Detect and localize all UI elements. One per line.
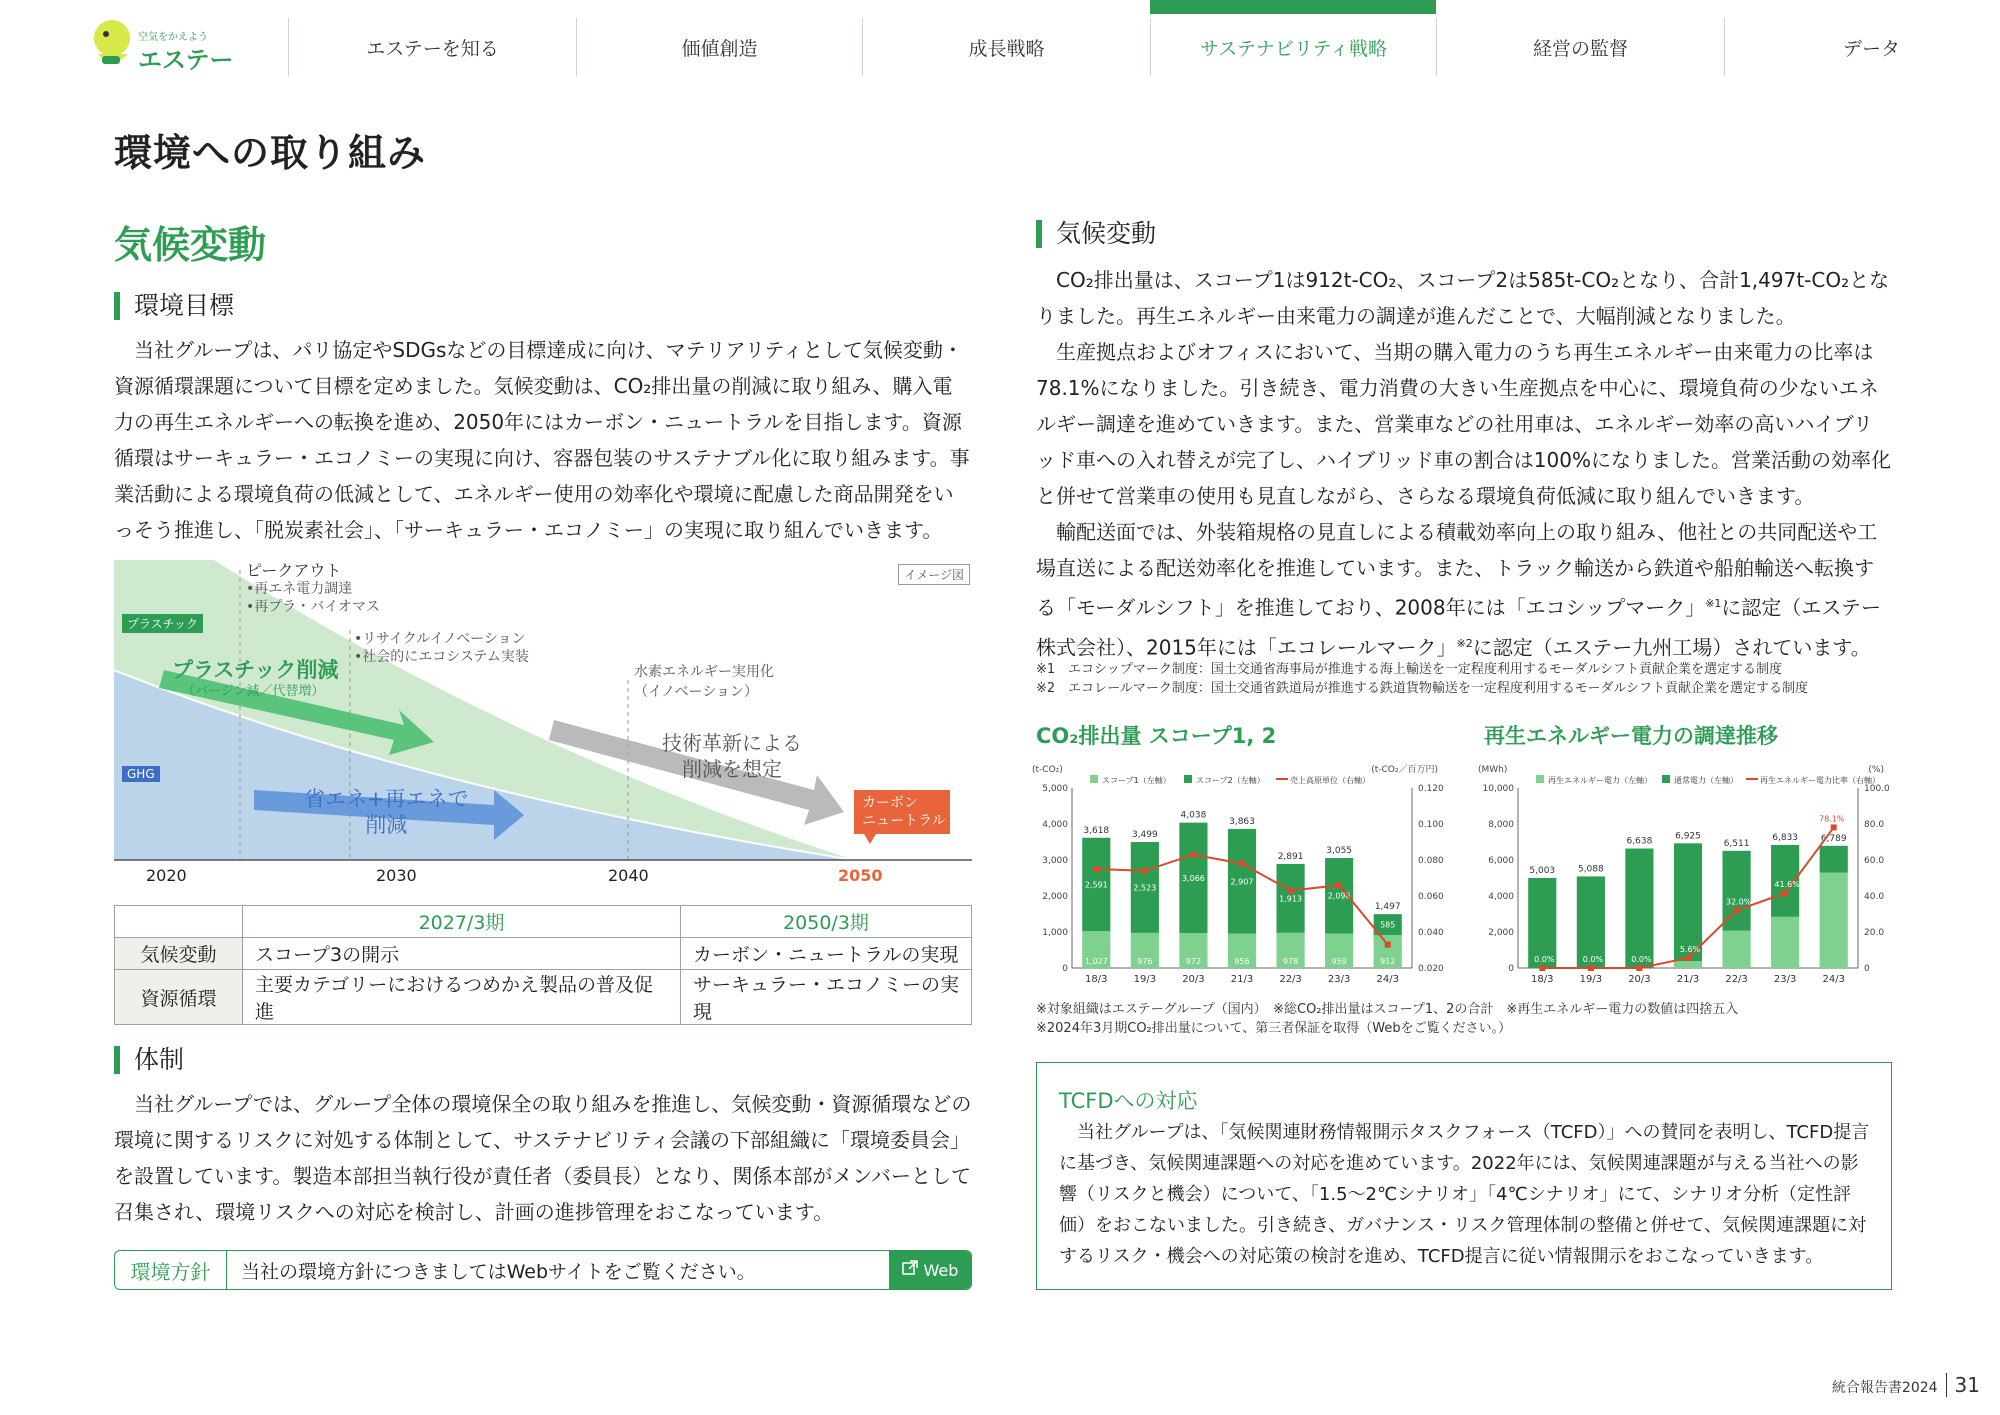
bar-series2 xyxy=(1625,849,1653,968)
legend-swatch xyxy=(1090,775,1098,783)
bar-value-label: 976 xyxy=(1137,957,1153,966)
y-tick-label: 0 xyxy=(1062,964,1068,974)
legend-swatch xyxy=(1662,775,1670,783)
tech-line: 削減を想定 xyxy=(682,757,782,781)
bar-total-label: 3,863 xyxy=(1229,816,1255,827)
ratio-label: 0.0% xyxy=(1534,955,1555,964)
y2-axis-label: (t-CO₂／百万円) xyxy=(1371,765,1438,775)
legend-swatch xyxy=(1184,775,1192,783)
bar-total-label: 6,925 xyxy=(1675,831,1701,842)
x-tick-label: 18/3 xyxy=(1085,974,1108,985)
table-row xyxy=(115,970,972,1025)
ratio-label: 0.0% xyxy=(1631,955,1652,964)
bar-value-label: 956 xyxy=(1234,957,1250,966)
ratio-point xyxy=(1636,965,1642,971)
table-row xyxy=(115,938,972,970)
x-tick-label: 21/3 xyxy=(1676,974,1700,985)
bar-value-label: 972 xyxy=(1185,957,1202,966)
x-tick-label: 23/3 xyxy=(1327,974,1351,985)
page-title: 環境への取り組み xyxy=(114,131,427,175)
legend-label: 再生エネルギー電力比率（右軸） xyxy=(1760,776,1880,785)
y2-tick-label: 80.0 xyxy=(1864,820,1885,830)
active-tab-indicator xyxy=(1150,0,1436,14)
y-tick-label: 3,000 xyxy=(1042,856,1068,866)
goals-table xyxy=(114,905,972,1025)
recycle-items xyxy=(354,630,529,666)
ratio-point xyxy=(1288,888,1294,894)
legend-label: スコープ2（左軸） xyxy=(1196,776,1265,785)
y2-tick-label: 0.020 xyxy=(1418,964,1444,974)
footnote: ※1 エコシップマーク制度：国土交通省海事局が推進する海上輸送を一定程度利用するモーダルシフト貢献企業を選定する制度 xyxy=(1036,662,1783,677)
logo-name: エステー xyxy=(138,46,234,74)
table-header: 2050/3期 xyxy=(681,906,972,938)
ratio-point xyxy=(1588,965,1594,971)
bar-total-label: 6,789 xyxy=(1820,833,1847,844)
ratio-point xyxy=(1239,861,1245,867)
web-link-label: Web xyxy=(923,1260,959,1280)
bar-value-label: 3,066 xyxy=(1181,873,1205,883)
ratio-label: 41.6% xyxy=(1774,880,1800,890)
energy-reduce-label xyxy=(304,786,469,838)
hydrogen-line: （イノベーション） xyxy=(634,684,759,700)
bar-series1 xyxy=(1674,961,1702,968)
y2-tick-label: 0 xyxy=(1864,964,1870,974)
bar-series1 xyxy=(1722,931,1750,968)
climate-p3 xyxy=(1036,514,1892,665)
report-name: 統合報告書2024 xyxy=(1831,1380,1938,1396)
y2-tick-label: 0.120 xyxy=(1418,784,1444,794)
y-tick-label: 10,000 xyxy=(1482,784,1514,794)
legend-swatch xyxy=(1536,775,1544,783)
chart-notes xyxy=(1036,1000,1896,1038)
ratio-point xyxy=(1831,824,1837,830)
legend-label: 売上高原単位（右軸） xyxy=(1290,776,1370,785)
policy-banner xyxy=(114,1250,972,1290)
hydrogen-label xyxy=(634,662,774,702)
nav-item-data[interactable]: データ xyxy=(1724,18,2000,76)
y2-tick-label: 60.0 xyxy=(1864,856,1885,866)
goals-text: 当社グループは、パリ協定やSDGsなどの目標達成に向け、マテリアリティとして気候変動・資源循環課題について目標を定めました。気候変動は、CO₂排出量の削減に取り組み、購入電力の再生エネルギーへの転換を進め、2050年にはカーボン・ニュートラルを目指します。資源循環はサーキュラー・エコノミーの実現に向け、容器包装のサステナブル化に取り組みます。事業活動による環境負荷の低減として、エネルギー使用の効率化や環境に配慮した商品開発をいっそう推進し、「脱炭素社会」、「サーキュラー・エコノミー」の実現に取り組んでいきます。 xyxy=(114,338,970,542)
bar-total-label: 3,055 xyxy=(1326,846,1353,857)
y-tick-label: 2,000 xyxy=(1042,892,1068,902)
plastic-reduce-sub: （バージン減／代替増） xyxy=(182,684,325,699)
x-tick-label: 22/3 xyxy=(1725,974,1748,985)
bar-total-label: 1,497 xyxy=(1374,902,1401,913)
table-cell: 主要カテゴリーにおけるつめかえ製品の普及促進 xyxy=(243,970,681,1025)
ratio-label: 5.6% xyxy=(1679,944,1701,954)
y2-tick-label: 0.060 xyxy=(1418,892,1444,902)
x-tick-label: 20/3 xyxy=(1628,974,1651,985)
ratio-label: 32.0% xyxy=(1725,897,1752,907)
ratio-point xyxy=(1685,955,1691,961)
peak-out-label: ピークアウト xyxy=(246,561,342,580)
nav-item-sustainability[interactable]: サステナビリティ戦略 xyxy=(1150,18,1436,76)
bar-series2 xyxy=(1674,843,1702,961)
x-tick-label: 22/3 xyxy=(1279,974,1302,985)
ratio-point xyxy=(1385,942,1391,948)
renewable-energy-chart xyxy=(1476,758,1906,994)
bar-value-label: 1,913 xyxy=(1279,894,1303,904)
renewable-chart-title: 再生エネルギー電力の調達推移 xyxy=(1484,724,1778,748)
table-cell: 気候変動 xyxy=(115,938,243,970)
ratio-label: 0.0% xyxy=(1582,955,1604,964)
y-axis-label: (MWh) xyxy=(1478,765,1508,775)
policy-label: 環境方針 xyxy=(115,1251,227,1289)
tcfd-box xyxy=(1036,1062,1892,1290)
goals-heading: 環境目標 xyxy=(114,292,234,320)
bar-value-label: 1,027 xyxy=(1084,957,1108,966)
bar-total-label: 6,833 xyxy=(1772,833,1799,844)
bar-series1 xyxy=(1820,873,1848,968)
table-header xyxy=(115,906,243,938)
recycle-item: •リサイクルイノベーション xyxy=(354,631,526,647)
recycle-item: •社会的にエコシステム実装 xyxy=(354,649,529,665)
system-heading: 体制 xyxy=(114,1046,184,1074)
ratio-point xyxy=(1190,852,1196,858)
footnote-ref: ※2 xyxy=(1456,636,1473,650)
x-tick-label: 21/3 xyxy=(1230,974,1254,985)
bar-total-label: 3,618 xyxy=(1083,825,1110,836)
external-link-icon xyxy=(902,1260,918,1280)
legend-label: 再生エネルギー電力（左軸） xyxy=(1548,776,1652,785)
legend-label: スコープ1（左軸） xyxy=(1102,776,1171,785)
p3-text: に認定（エステー九州工場）されています。 xyxy=(1472,635,1871,660)
nav-item-value[interactable]: 価値創造 xyxy=(576,18,862,76)
ratio-point xyxy=(1734,907,1740,913)
legend-label: 通常電力（左軸） xyxy=(1674,776,1738,785)
chart-note: ※2024年3月期CO₂排出量について、第三者保証を取得（Webをご覧ください。） xyxy=(1036,1021,1512,1036)
y2-tick-label: 20.0 xyxy=(1864,928,1885,938)
page-number: 31 xyxy=(1946,1373,1980,1397)
table-cell: カーボン・ニュートラルの実現 xyxy=(681,938,972,970)
footnote: ※2 エコレールマーク制度：国土交通省鉄道局が推進する鉄道貨物輸送を一定程度利用するモーダルシフト貢献企業を選定する制度 xyxy=(1036,681,1809,696)
bar-value-label: 912 xyxy=(1380,957,1396,966)
table-header-row xyxy=(115,906,972,938)
p3-text: に認定（エステー株式会社）、2015年には「エコレールマーク」 xyxy=(1036,595,1882,660)
y-tick-label: 4,000 xyxy=(1488,892,1514,902)
section-title: 気候変動 xyxy=(114,223,267,267)
y-tick-label: 4,000 xyxy=(1042,820,1068,830)
y2-tick-label: 0.040 xyxy=(1418,928,1444,938)
ratio-point xyxy=(1093,866,1099,872)
y2-tick-label: 0.080 xyxy=(1418,856,1444,866)
bar-series1 xyxy=(1771,917,1799,968)
climate-p1: CO₂排出量は、スコープ1は912t-CO₂、スコープ2は585t-CO₂となり、合計1,497t-CO₂となりました。再生エネルギー由来電力の調達が進んだことで、大幅削減となりました。 xyxy=(1036,268,1890,328)
x-tick-label: 23/3 xyxy=(1773,974,1797,985)
tcfd-title: TCFDへの対応 xyxy=(1059,1089,1198,1113)
tcfd-text: 当社グループは、「気候関連財務情報開示タスクフォース（TCFD）」への賛同を表明し、TCFD提言に基づき、気候関連課題への対応を進めています。2022年には、気候関連課題が与える当社への影響（リスクと機会）について、「1.5～2℃シナリオ」「4℃シナリオ」にて、シナリオ分析（定性評価）をおこないました。引き続き、ガバナンス・リスク管理体制の整備と併せて、気候関連課題に対するリスク・機会への対応策の検討を進め、TCFD提言に従い情報開示をおこなっていきます。 xyxy=(1059,1122,1870,1267)
y2-axis-label: (%) xyxy=(1868,765,1884,775)
co2-chart-title: CO₂排出量 スコープ1, 2 xyxy=(1036,724,1277,748)
climate-heading: 気候変動 xyxy=(1036,220,1156,248)
chart-note: ※対象組織はエステーグループ（国内） ※総CO₂排出量はスコープ1、2の合計 ※再生エネルギー電力の数値は四捨五入 xyxy=(1036,1002,1739,1017)
peak-item: •再エネ電力調達 xyxy=(246,581,353,597)
year-2050: 2050 xyxy=(838,866,883,885)
ratio-label: 78.1% xyxy=(1819,814,1845,824)
y-tick-label: 2,000 xyxy=(1488,928,1514,938)
carbon-neutral-line: カーボン xyxy=(862,795,918,811)
p3-text: 輸配送面では、外装箱規格の見直しによる積載効率向上の取り組み、他社との共同配送や工場直送による配送効率化を推進しています。また、トラック輸送から鉄道や船舶輸送へ転換する「モーダルシフト」を推進しており、2008年には「エコシップマーク」 xyxy=(1036,520,1878,620)
bar-value-label: 2,523 xyxy=(1133,883,1157,893)
ghg-tag: GHG xyxy=(122,766,160,782)
y2-tick-label: 40.0 xyxy=(1864,892,1885,902)
energy-reduce-line: 削減 xyxy=(365,813,408,837)
nav-item-about[interactable]: エステーを知る xyxy=(288,18,576,76)
bar-value-label: 978 xyxy=(1282,957,1299,966)
peak-items xyxy=(246,580,380,616)
hydrogen-line: 水素エネルギー実用化 xyxy=(634,664,774,680)
x-tick-label: 18/3 xyxy=(1531,974,1554,985)
policy-text: 当社の環境方針につきましてはWebサイトをご覧ください。 xyxy=(241,1260,756,1283)
bar-value-label: 585 xyxy=(1380,920,1396,930)
image-label: イメージ図 xyxy=(898,564,970,585)
bar-total-label: 5,088 xyxy=(1577,864,1604,875)
carbon-neutral-line: ニュートラル xyxy=(862,813,946,829)
bar-value-label: 959 xyxy=(1331,957,1347,966)
tech-label xyxy=(662,730,802,782)
table-cell: サーキュラー・エコノミーの実現 xyxy=(681,970,972,1025)
footnotes xyxy=(1036,660,1896,698)
y2-tick-label: 100.0 xyxy=(1864,784,1890,794)
y-tick-label: 0 xyxy=(1508,964,1514,974)
page-footer xyxy=(1832,1373,1980,1397)
bar-total-label: 4,038 xyxy=(1180,810,1207,821)
y-tick-label: 6,000 xyxy=(1488,856,1514,866)
carbon-neutral-label xyxy=(862,794,946,830)
ratio-point xyxy=(1539,965,1545,971)
bar-series2 xyxy=(1820,846,1848,873)
y-axis-label: (t-CO₂) xyxy=(1032,765,1063,775)
x-tick-label: 19/3 xyxy=(1133,974,1157,985)
co2-emissions-chart xyxy=(1030,758,1460,994)
ratio-point xyxy=(1336,882,1342,888)
bar-total-label: 5,003 xyxy=(1529,865,1556,876)
plastic-tag: プラスチック xyxy=(122,614,203,633)
nav-item-governance[interactable]: 経営の監督 xyxy=(1436,18,1724,76)
x-tick-label: 20/3 xyxy=(1182,974,1205,985)
top-navigation xyxy=(0,0,2000,80)
x-tick-label: 19/3 xyxy=(1579,974,1603,985)
bar-total-label: 6,511 xyxy=(1723,838,1750,849)
y-tick-label: 5,000 xyxy=(1042,784,1068,794)
bar-total-label: 2,891 xyxy=(1277,851,1304,862)
x-tick-label: 24/3 xyxy=(1376,974,1399,985)
tech-line: 技術革新による xyxy=(662,731,802,755)
table-cell: 資源循環 xyxy=(115,970,243,1025)
system-text: 当社グループでは、グループ全体の環境保全の取り組みを推進し、気候変動・資源循環などの環境に関するリスクに対処する体制として、サステナビリティ会議の下部組織に「環境委員会」を設置しています。製造本部担当執行役が責任者（委員長）となり、関係本部がメンバーとして召集され、環境リスクへの対応を検討し、計画の進捗管理をおこなっています。 xyxy=(114,1092,972,1224)
logo-tagline: 空気をかえよう xyxy=(138,32,208,43)
year-2020: 2020 xyxy=(146,866,187,885)
y-tick-label: 1,000 xyxy=(1042,928,1068,938)
ratio-point xyxy=(1782,890,1788,896)
y2-tick-label: 0.100 xyxy=(1418,820,1444,830)
table-cell: スコープ3の開示 xyxy=(243,938,681,970)
year-2040: 2040 xyxy=(608,866,649,885)
bar-total-label: 3,499 xyxy=(1131,830,1158,841)
bar-value-label: 2,096 xyxy=(1327,891,1351,901)
ratio-point xyxy=(1142,868,1148,874)
climate-p2: 生産拠点およびオフィスにおいて、当期の購入電力のうち再生エネルギー由来電力の比率は78.1%になりました。引き続き、電力消費の大きい生産拠点を中心に、環境負荷の少ないエネルギー調達を進めていきます。また、営業車などの社用車は、エネルギー効率の高いハイブリッド車への入れ替えが完了し、ハイブリッド車の割合は100%になりました。営業活動の効率化と併せて営業車の使用も見直しながら、さらなる環境負荷低減に取り組んでいきます。 xyxy=(1036,340,1891,508)
bar-series2 xyxy=(1722,851,1750,931)
bar-total-label: 6,638 xyxy=(1626,836,1653,847)
plastic-reduce-label: プラスチック削減 xyxy=(172,658,339,682)
y-tick-label: 8,000 xyxy=(1488,820,1514,830)
bar-value-label: 2,591 xyxy=(1084,880,1108,890)
footnote-ref: ※1 xyxy=(1705,597,1722,610)
table-header: 2027/3期 xyxy=(243,906,681,938)
year-2030: 2030 xyxy=(376,866,417,885)
brand-logo[interactable] xyxy=(88,14,238,74)
peak-item: •再プラ・バイオマス xyxy=(246,599,380,615)
roadmap-diagram xyxy=(114,560,972,890)
nav-item-growth[interactable]: 成長戦略 xyxy=(862,18,1150,76)
x-tick-label: 24/3 xyxy=(1822,974,1845,985)
energy-reduce-line: 省エネ+再エネで xyxy=(304,787,469,811)
web-link-button[interactable] xyxy=(889,1251,971,1289)
bar-value-label: 2,907 xyxy=(1230,877,1254,887)
